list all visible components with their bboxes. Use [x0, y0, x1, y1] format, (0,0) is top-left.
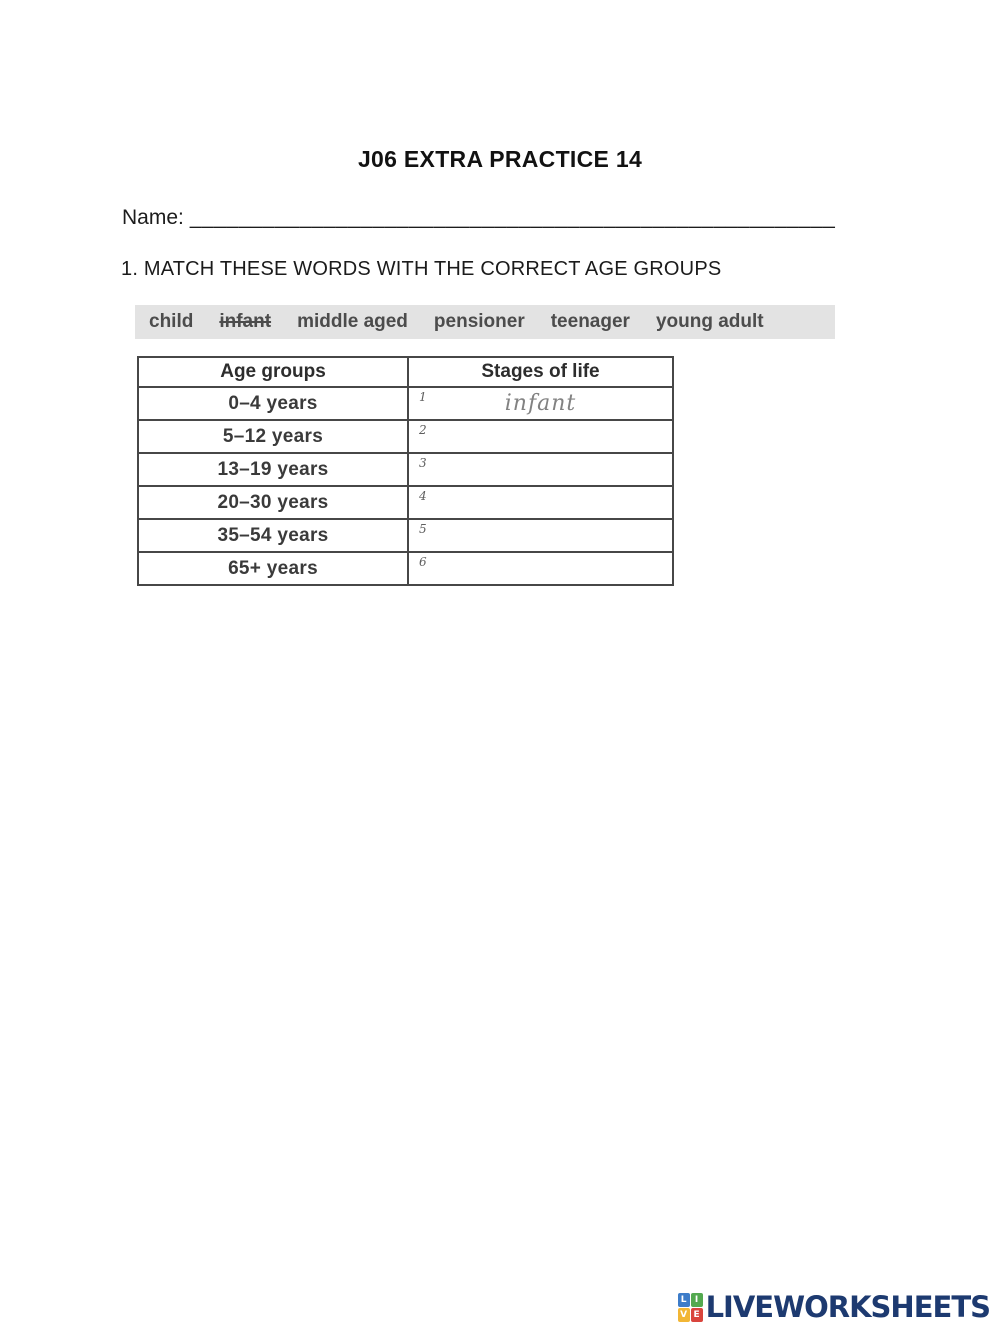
row-number: 3 — [419, 456, 427, 470]
table-row — [138, 453, 673, 486]
question-heading: 1. MATCH THESE WORDS WITH THE CORRECT AGE GROUPS — [121, 258, 722, 280]
liveworksheets-grid-icon — [678, 1293, 703, 1322]
row-number: 4 — [419, 489, 427, 503]
name-row — [122, 206, 835, 230]
logo-square-e: E — [691, 1308, 703, 1322]
logo-wordmark: LIVEWORKSHEETS — [705, 1290, 990, 1324]
name-label: Name: — [122, 206, 184, 229]
word-bank — [135, 305, 835, 339]
row-number: 2 — [419, 423, 427, 437]
logo-square-l: L — [678, 1293, 690, 1307]
name-blank-field[interactable]: _____________________________________________________ — [189, 206, 836, 229]
table-row — [138, 552, 673, 585]
answer-cell-4[interactable] — [408, 486, 673, 519]
table-row — [138, 519, 673, 552]
word-bank-item-pensioner: pensioner — [433, 311, 525, 332]
word-bank-item-child: child — [149, 311, 194, 332]
answer-cell-6[interactable] — [408, 552, 673, 585]
answer-text: infant — [504, 391, 577, 416]
age-group-cell: 20–30 years — [138, 486, 408, 519]
word-bank-item-teenager: teenager — [550, 311, 630, 332]
answer-cell-3[interactable] — [408, 453, 673, 486]
table-row — [138, 387, 673, 420]
header-age-groups: Age groups — [138, 357, 408, 387]
age-group-cell: 5–12 years — [138, 420, 408, 453]
row-number: 1 — [419, 390, 427, 404]
word-bank-item-young-adult: young adult — [655, 311, 764, 332]
table-row — [138, 486, 673, 519]
answer-cell-1[interactable] — [408, 387, 673, 420]
liveworksheets-logo[interactable] — [678, 1290, 990, 1324]
header-stages-of-life: Stages of life — [408, 357, 673, 387]
age-group-cell: 0–4 years — [138, 387, 408, 420]
answer-cell-2[interactable] — [408, 420, 673, 453]
table-row — [138, 420, 673, 453]
table-header-row — [138, 357, 673, 387]
age-group-cell: 13–19 years — [138, 453, 408, 486]
age-groups-table — [137, 356, 674, 586]
answer-cell-5[interactable] — [408, 519, 673, 552]
age-group-cell: 35–54 years — [138, 519, 408, 552]
word-bank-item-middle-aged: middle aged — [297, 311, 408, 332]
page-title: J06 EXTRA PRACTICE 14 — [357, 146, 643, 172]
word-bank-item-infant: infant — [219, 311, 272, 332]
logo-square-i: I — [691, 1293, 703, 1307]
row-number: 6 — [419, 555, 427, 569]
logo-square-v: V — [678, 1308, 690, 1322]
age-group-cell: 65+ years — [138, 552, 408, 585]
row-number: 5 — [419, 522, 427, 536]
